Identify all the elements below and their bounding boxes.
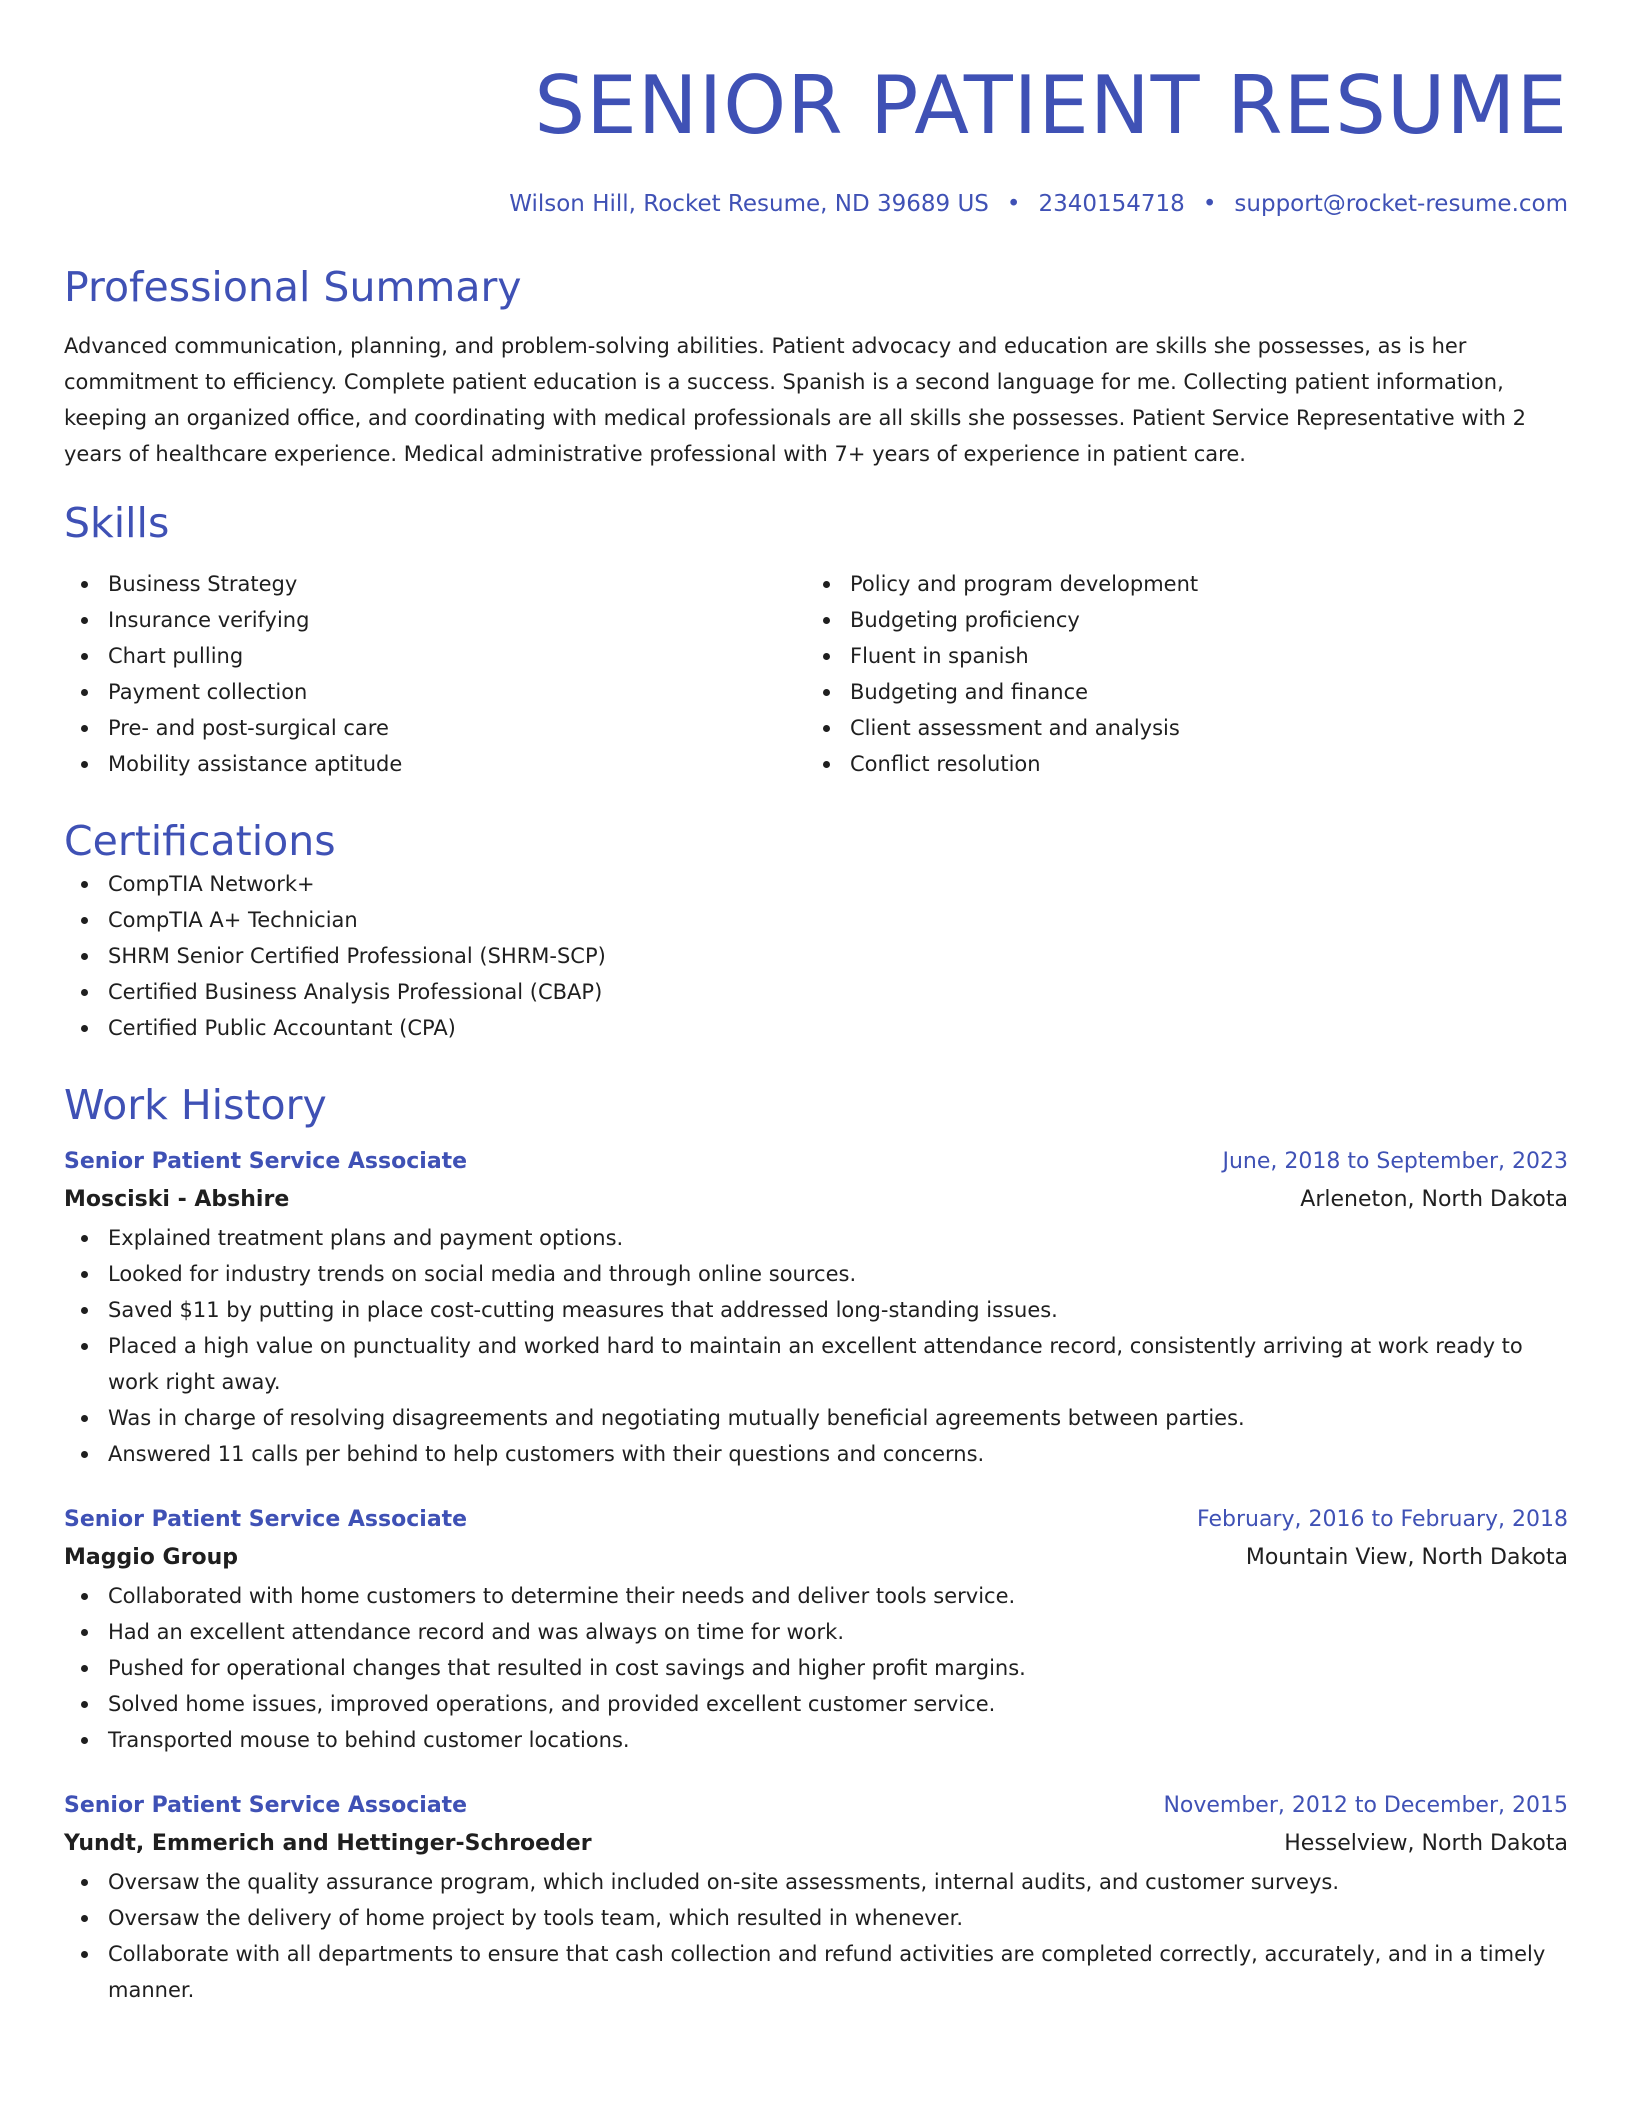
resume-title: SENIOR PATIENT RESUME (534, 59, 1568, 152)
job-bullet: Looked for industry trends on social media and through online sources. (64, 1256, 1568, 1292)
contact-address: Wilson Hill, Rocket Resume, ND 39689 US (509, 191, 989, 217)
certification-item: SHRM Senior Certified Professional (SHRM-SCP) (64, 938, 1568, 974)
job-bullet: Solved home issues, improved operations, and provided excellent customer service. (64, 1686, 1568, 1722)
skill-item: Mobility assistance aptitude (64, 746, 806, 782)
job-company-row (64, 1180, 1568, 1220)
job-entry (64, 1502, 1568, 1758)
skill-item: Fluent in spanish (806, 638, 1548, 674)
job-entry (64, 1788, 1568, 2008)
job-bullet: Saved $11 by putting in place cost-cutting measures that addressed long-standing issues. (64, 1292, 1568, 1328)
job-dates: February, 2016 to February, 2018 (1197, 1507, 1568, 1532)
job-bullet: Transported mouse to behind customer locations. (64, 1722, 1568, 1758)
skill-item: Insurance verifying (64, 602, 806, 638)
job-company: Yundt, Emmerich and Hettinger-Schroeder (64, 1831, 592, 1856)
skill-item: Policy and program development (806, 566, 1548, 602)
job-location: Mountain View, North Dakota (1245, 1545, 1568, 1570)
job-bullet: Oversaw the delivery of home project by tools team, which resulted in whenever. (64, 1900, 1568, 1936)
skill-item: Budgeting and finance (806, 674, 1548, 710)
certification-item: CompTIA A+ Technician (64, 902, 1568, 938)
contact-email[interactable]: support@rocket-resume.com (1234, 191, 1568, 217)
job-entry (64, 1144, 1568, 1472)
summary-text: Advanced communication, planning, and problem-solving abilities. Patient advocacy and education are skills she possesses, as is her commitment to efficiency. Complete patient education is a success. Spanish is a second language for me. Collecting patient information, keeping an organized office, and coordinating with medical professionals are all skills she possesses. Patient Service Representative with 2 years of healthcare experience. Medical administrative professional with 7+ years of experience in patient care. (64, 334, 1526, 466)
certifications-list (64, 866, 1568, 1046)
skills-column-left (64, 566, 806, 782)
skill-item: Business Strategy (64, 566, 806, 602)
job-company: Mosciski - Abshire (64, 1187, 290, 1212)
job-company-row (64, 1824, 1568, 1864)
job-header-row (64, 1788, 1568, 1824)
skill-item: Conflict resolution (806, 746, 1548, 782)
summary-heading: Professional Summary (64, 263, 522, 311)
job-bullet: Oversaw the quality assurance program, which included on-site assessments, internal audits, and customer surveys. (64, 1864, 1568, 1900)
job-dates: November, 2012 to December, 2015 (1163, 1793, 1568, 1818)
skills-list-right (806, 566, 1548, 782)
job-bullet: Collaborated with home customers to determine their needs and deliver tools service. (64, 1578, 1568, 1614)
job-location: Hesselview, North Dakota (1284, 1831, 1568, 1856)
skills-grid (64, 566, 1568, 782)
job-location: Arleneton, North Dakota (1300, 1187, 1568, 1212)
certifications-heading: Certifications (64, 817, 336, 865)
job-bullet: Pushed for operational changes that resulted in cost savings and higher profit margins. (64, 1650, 1568, 1686)
job-bullet: Placed a high value on punctuality and worked hard to maintain an excellent attendance record, consistently arriving at work ready to work right away. (64, 1328, 1568, 1400)
job-company: Maggio Group (64, 1545, 238, 1570)
certification-item: Certified Public Accountant (CPA) (64, 1010, 1568, 1046)
job-dates: June, 2018 to September, 2023 (1222, 1149, 1568, 1174)
job-title: Senior Patient Service Associate (64, 1793, 468, 1818)
contact-separator: • (1202, 191, 1217, 217)
contact-phone: 2340154718 (1038, 191, 1185, 217)
skill-item: Budgeting proficiency (806, 602, 1548, 638)
skills-list-left (64, 566, 806, 782)
skill-item: Chart pulling (64, 638, 806, 674)
contact-separator: • (1006, 191, 1021, 217)
job-bullet-list (64, 1220, 1568, 1472)
work-history-heading: Work History (64, 1081, 327, 1129)
skills-heading: Skills (64, 499, 170, 547)
job-company-row (64, 1538, 1568, 1578)
job-header-row (64, 1144, 1568, 1180)
resume-page (64, 0, 1568, 2008)
job-bullet-list (64, 1864, 1568, 2008)
job-bullet: Answered 11 calls per behind to help customers with their questions and concerns. (64, 1436, 1568, 1472)
certification-item: Certified Business Analysis Professional (CBAP) (64, 974, 1568, 1010)
skill-item: Client assessment and analysis (806, 710, 1548, 746)
job-bullet: Had an excellent attendance record and was always on time for work. (64, 1614, 1568, 1650)
job-bullet-list (64, 1578, 1568, 1758)
skills-column-right (806, 566, 1548, 782)
job-title: Senior Patient Service Associate (64, 1507, 468, 1532)
contact-info (64, 188, 1568, 220)
job-bullet: Collaborate with all departments to ensure that cash collection and refund activities are completed correctly, accurately, and in a timely manner. (64, 1936, 1568, 2008)
job-bullet: Was in charge of resolving disagreements and negotiating mutually beneficial agreements between parties. (64, 1400, 1568, 1436)
certification-item: CompTIA Network+ (64, 866, 1568, 902)
skill-item: Pre- and post-surgical care (64, 710, 806, 746)
job-title: Senior Patient Service Associate (64, 1149, 468, 1174)
job-header-row (64, 1502, 1568, 1538)
skill-item: Payment collection (64, 674, 806, 710)
job-bullet: Explained treatment plans and payment options. (64, 1220, 1568, 1256)
